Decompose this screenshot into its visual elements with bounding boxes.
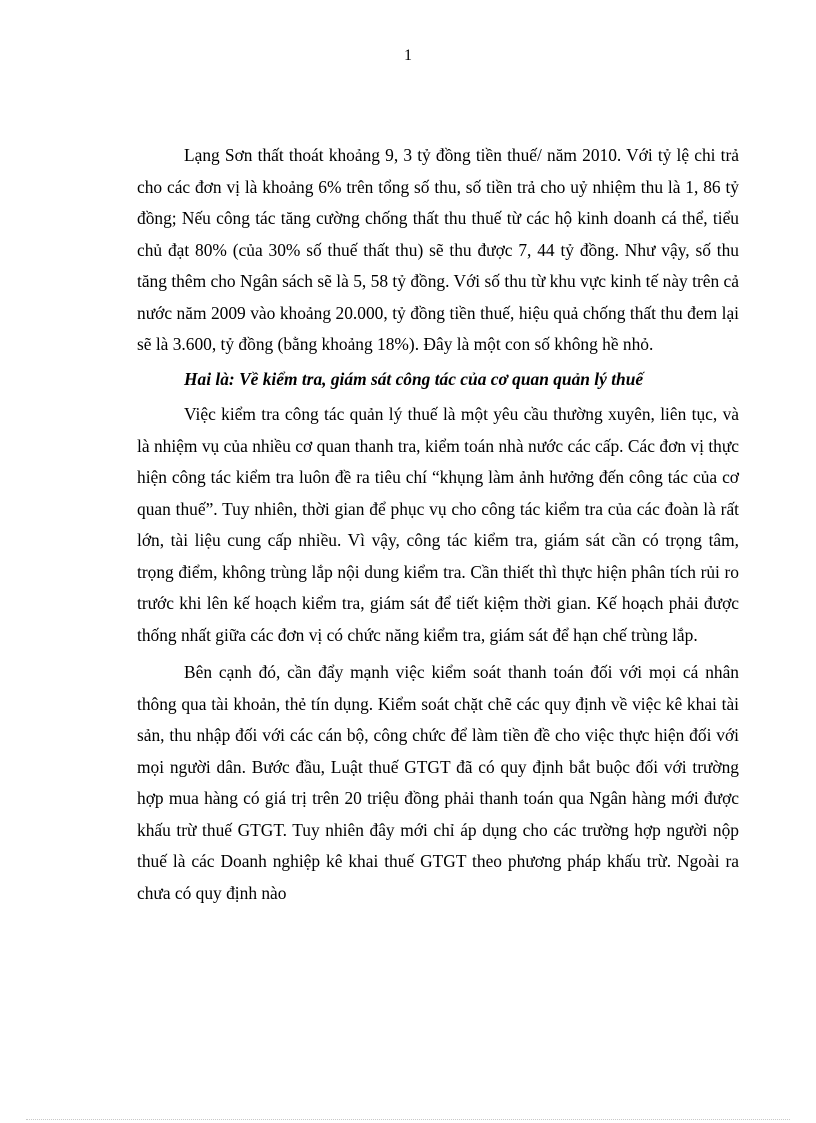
paragraph-payment-control: Bên cạnh đó, cần đẩy mạnh việc kiểm soát thanh toán đối với mọi cá nhân thông qua tài khoản, thẻ tín dụng. Kiểm soát chặt chẽ các quy định về việc kê khai tài sản, thu nhập đối với các cán bộ, công chức để làm tiền đề cho việc thực hiện đối với mọi người dân. Bước đầu, Luật thuế GTGT đã có quy định bắt buộc đối với trường hợp mua hàng có giá trị trên 20 triệu đồng phải thanh toán qua Ngân hàng mới được khấu trừ thuế GTGT. Tuy nhiên đây mới chỉ áp dụng cho các trường hợp người nộp thuế là các Doanh nghiệp kê khai thuế GTGT theo phương pháp khấu trừ. Ngoài ra chưa có quy định nào [137,662,739,903]
paragraph-tax-loss-estimate: Lạng Sơn thất thoát khoảng 9, 3 tỷ đồng tiền thuế/ năm 2010. Với tỷ lệ chi trả cho các đơn vị là khoảng 6% trên tổng số thu, số tiền trả cho uỷ nhiệm thu là 1, 86 tỷ đồng; Nếu công tác tăng cường chống thất thu thuế từ các hộ kinh doanh cá thể, tiểu chủ đạt 80% (của 30% số thuế thất thu) sẽ thu được 7, 44 tỷ đồng. Như vậy, số thu tăng thêm cho Ngân sách sẽ là 5, 58 tỷ đồng. Với số thu từ khu vực kinh tế này trên cả nước năm 2009 vào khoảng 20.000, tỷ đồng tiền thuế, hiệu quả chống thất thu đem lại sẽ là 3.600, tỷ đồng (bằng khoảng 18%). Đây là một con số không hề nhỏ. [137,145,739,354]
paragraph-inspection-work: Việc kiểm tra công tác quản lý thuế là một yêu cầu thường xuyên, liên tục, và là nhiệm vụ của nhiều cơ quan thanh tra, kiểm toán nhà nước các cấp. Các đơn vị thực hiện công tác kiểm tra luôn đề ra tiêu chí “khụng làm ảnh hưởng đến công tác của cơ quan thuế”. Tuy nhiên, thời gian để phục vụ cho công tác kiểm tra của các đoàn là rất lớn, tài liệu cung cấp nhiều. Vì vậy, công tác kiểm tra, giám sát cần có trọng tâm, trọng điểm, không trùng lắp nội dung kiểm tra. Cần thiết thì thực hiện phân tích rủi ro trước khi lên kế hoạch kiểm tra, giám sát để tiết kiệm thời gian. Kế hoạch phải được thống nhất giữa các đơn vị có chức năng kiểm tra, giám sát để hạn chế trùng lắp. [137,404,739,645]
section-heading-inspection: Hai là: Về kiểm tra, giám sát công tác của cơ quan quản lý thuế [184,368,644,389]
document-body [137,140,739,909]
page-bottom-divider [26,1119,790,1120]
page-number: 1 [404,47,412,64]
